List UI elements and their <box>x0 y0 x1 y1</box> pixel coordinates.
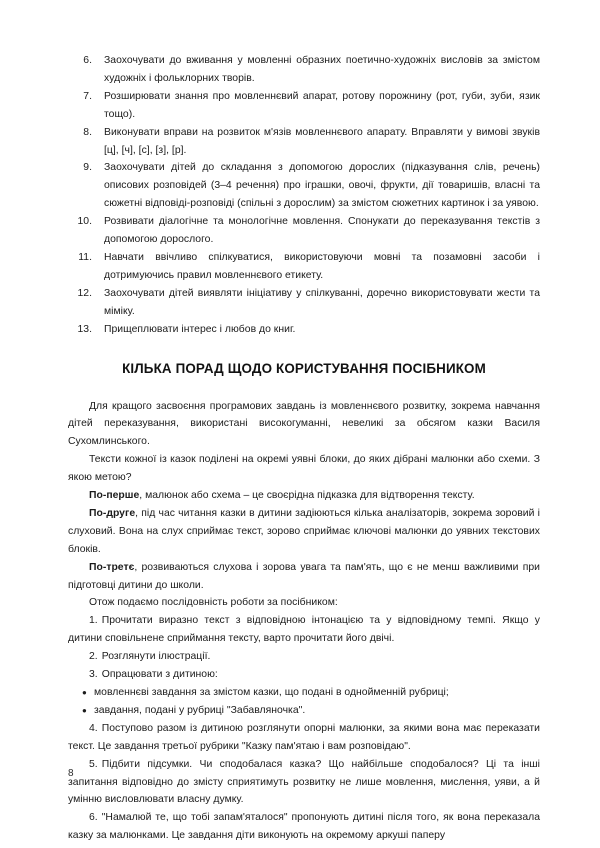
bullet-text: мовленнєві завдання за змістом казки, що подані в однойменній рубриці; <box>94 687 449 698</box>
objective-number: 13. <box>77 323 92 335</box>
objective-text: Прищеплювати інтерес і любов до книг. <box>104 323 296 335</box>
point-1-text: , малюнок або схема – це своєрідна підказка для відтворення тексту. <box>139 490 475 502</box>
objective-item <box>68 249 540 285</box>
step-text: Розглянути ілюстрації. <box>101 651 211 663</box>
objective-text: Розвивати діалогічне та монологічне мовлення. Спонукати до переказування текстів з допомогою дорослого. <box>104 216 540 246</box>
step-item <box>68 648 540 666</box>
objective-item <box>68 285 540 321</box>
point-3-label: По-третє <box>89 561 135 573</box>
objective-number: 7. <box>83 90 92 102</box>
step-item <box>68 720 540 756</box>
point-1-label: По-перше <box>89 490 140 502</box>
bullet-dot-icon: ● <box>82 705 87 715</box>
objective-text: Заохочувати до вживання у мовленні образних поетично-художніх висловів за змістом художніх і фольклорних творів. <box>104 55 540 84</box>
bullet-dot-icon: ● <box>82 688 87 697</box>
objective-item <box>68 159 540 213</box>
step-text: "Намалюй те, що тобі запам'яталося" пропонують дитині після того, як вона переказала казку за малюнками. Це завдання діти виконують на окремому аркуші паперу <box>68 812 540 842</box>
objective-number: 12. <box>77 287 92 299</box>
objective-text: Навчати ввічливо спілкуватися, використовуючи мовні та позамовні засоби і дотримуючись правил мовленнєвого етикету. <box>104 251 540 281</box>
objective-number: 9. <box>83 162 92 174</box>
objective-number: 10. <box>77 216 92 228</box>
objective-item <box>68 124 540 160</box>
point-2-label: По-друге <box>89 507 136 519</box>
step-number: 4. <box>89 722 98 734</box>
step-number: 2. <box>89 651 98 663</box>
bullet-text: завдання, подані у рубриці "Забавляночка". <box>94 704 306 716</box>
step-text: Прочитати виразно текст з відповідною інтонацією та у відповідному темпі. Якщо у дитини сповільнене сприймання тексту, варто прочитати його двічі. <box>68 615 540 645</box>
step-number: 6. <box>89 812 98 824</box>
objective-text: Заохочувати дітей до складання з допомогою дорослих (підказування слів, речень) описових розповідей (3–4 речення) про іграшки, овочі, фрукти, дії товаришів, власні та сюжетні відповіді-розповіді (спільні з дорослим) за змістом сюжетних картинок і за уявою. <box>104 162 540 210</box>
objective-number: 8. <box>83 126 92 138</box>
objective-item <box>68 88 540 124</box>
objective-text: Виконувати вправи на розвиток м'язів мовленнєвого апарату. Вправляти у вимові звуків [ц], [ч], [с], [з], [р]. <box>104 126 540 156</box>
step-number: 1. <box>89 615 98 627</box>
paragraph-lead-in: Отож подаємо послідовність роботи за посібником: <box>89 597 338 609</box>
objective-text: Розширювати знання про мовленнєвий апарат, ротову порожнину (рот, губи, зуби, язик тощо). <box>104 90 540 120</box>
paragraph-intro-2: Тексти кожної із казок поділені на окремі уявні блоки, до яких дібрані малюнки або схеми. З якою метою? <box>68 454 540 484</box>
step-number: 5. <box>89 758 98 770</box>
step-item <box>68 666 540 684</box>
step-item <box>68 809 540 845</box>
step-text: Підбити підсумки. Чи сподобалася казка? Що найбільше сподобалося? Ці та інші запитання відповідно до змісту сприятимуть розвитку не лише мовлення, мислення, уяви, а й умінню висловлювати власну думку. <box>68 758 540 806</box>
step-text: Опрацювати з дитиною: <box>101 669 218 681</box>
objective-number: 6. <box>83 55 92 66</box>
objectives-list <box>68 52 540 339</box>
paragraph-point-3 <box>68 559 540 595</box>
bullet-item <box>68 684 540 702</box>
objective-item <box>68 52 540 88</box>
objective-item <box>68 213 540 249</box>
objective-item <box>68 321 540 339</box>
bullet-item <box>68 702 540 720</box>
step-item <box>68 756 540 810</box>
point-3-text: , розвиваються слухова і зорова увага та пам'ять, що є не менш важливими при підготовці дитини до школи. <box>68 561 540 591</box>
objective-text: Заохочувати дітей виявляти ініціативу у спілкуванні, доречно використовувати жести та міміку. <box>104 287 540 317</box>
page-content <box>68 52 540 845</box>
step-text: Поступово разом із дитиною розглянути опорні малюнки, за якими вона має переказати текст. Це завдання третьої рубрики "Казку пам'ятаю і вам розповідаю". <box>68 722 540 752</box>
step-item <box>68 612 540 648</box>
page-number: 8 <box>68 768 74 779</box>
step-number: 3. <box>89 669 98 681</box>
paragraph-intro-1: Для кращого засвоєння програмових завдань із мовленнєвого розвитку, зокрема навчання дітей переказування, використані високогуманні, невеликі за обсягом казки Василя Сухомлинського. <box>68 400 540 448</box>
paragraph-point-1 <box>68 487 540 505</box>
section-heading: КІЛЬКА ПОРАД ЩОДО КОРИСТУВАННЯ ПОСІБНИКОМ <box>122 360 486 376</box>
point-2-text: , під час читання казки в дитини задіюються кілька аналізаторів, зокрема зоровий і слуховий. Вона на слух сприймає текст, зорово сприймає ключові малюнки до уявних текстових блоків. <box>68 507 540 555</box>
paragraph-point-2 <box>68 505 540 559</box>
objective-number: 11. <box>78 251 92 263</box>
